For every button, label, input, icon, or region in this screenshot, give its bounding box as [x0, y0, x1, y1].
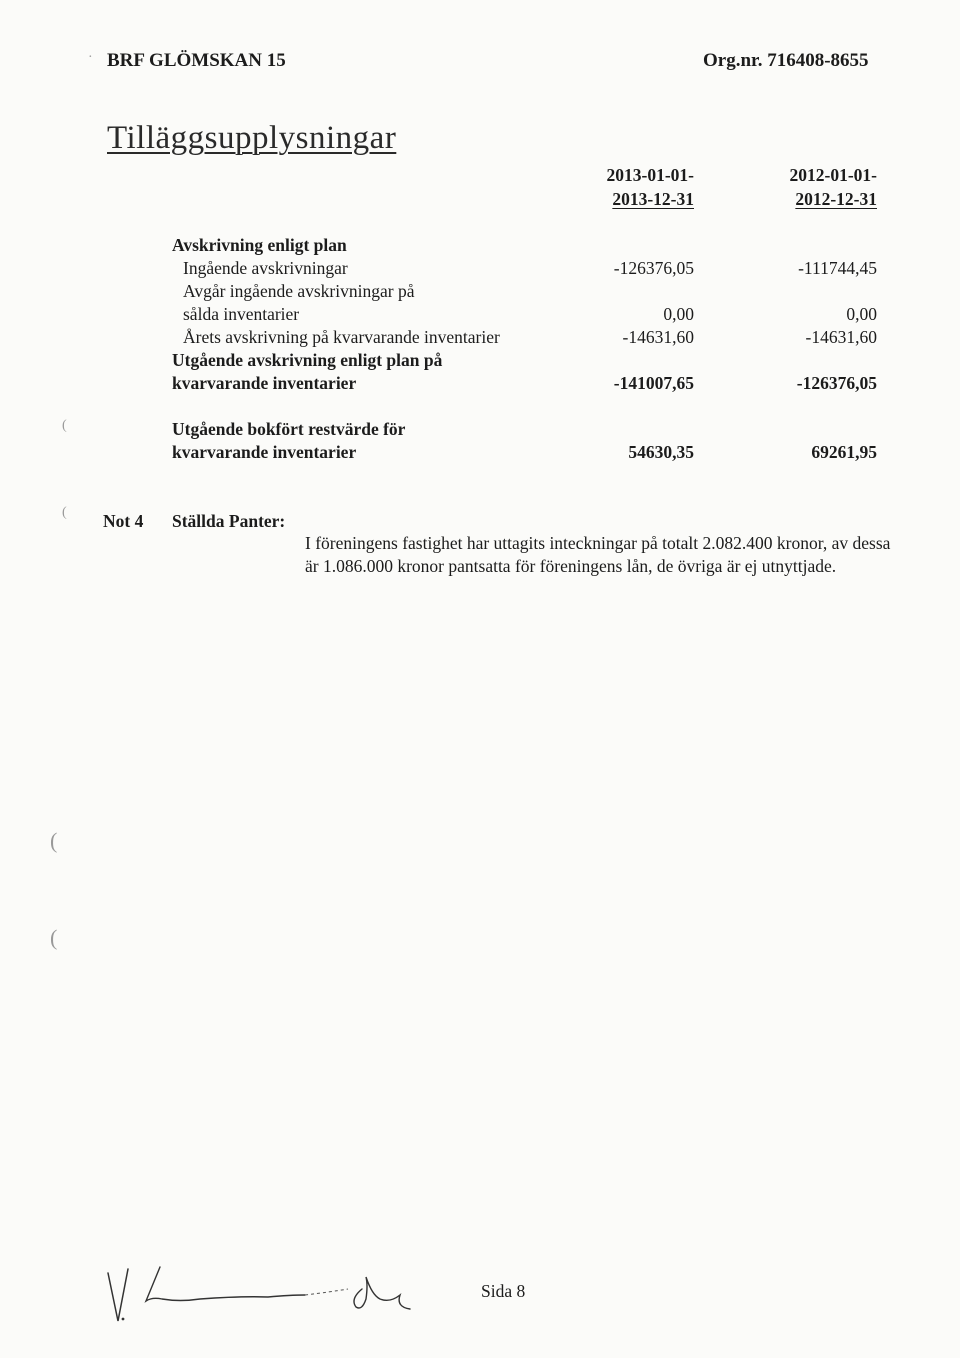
- page-number: Sida 8: [481, 1281, 526, 1301]
- row-label-sold-line2: sålda inventarier: [183, 304, 300, 324]
- note-text: I föreningens fastighet har uttagits inteckningar på totalt 2.082.400 kronor, av dessa är 1.086.000 kronor pantsatta för föreningens lån, de övriga är ej utnyttjade.: [305, 533, 891, 576]
- scan-mark: (: [62, 505, 67, 520]
- book-value-2012: 69261,95: [811, 442, 877, 462]
- row-label-opening: Ingående avskrivningar: [183, 258, 348, 278]
- association-name: BRF GLÖMSKAN 15: [107, 50, 286, 71]
- page-title: Tilläggsupplysningar: [107, 120, 397, 156]
- value-2012-opening: -111744,45: [798, 258, 877, 278]
- scan-mark: (: [50, 828, 58, 853]
- col-2012-from: 2012-01-01-: [789, 165, 877, 185]
- scan-mark: (: [62, 418, 67, 433]
- book-value-2013: 54630,35: [628, 442, 694, 462]
- value-2012-sold: 0,00: [846, 304, 877, 324]
- row-label-closing-line2: kvarvarande inventarier: [172, 373, 357, 393]
- scan-speck: ·: [88, 50, 93, 65]
- value-2012-annual: -14631,60: [805, 327, 877, 347]
- book-value-label-line2: kvarvarande inventarier: [172, 442, 357, 462]
- signature: [100, 1255, 460, 1335]
- scan-mark: (: [50, 925, 58, 950]
- col-2012-to: 2012-12-31: [795, 189, 877, 209]
- row-label-closing-line1: Utgående avskrivning enligt plan på: [172, 350, 443, 370]
- row-label-sold-line1: Avgår ingående avskrivningar på: [183, 281, 415, 301]
- col-2013-to: 2013-12-31: [612, 189, 694, 209]
- note-heading: Ställda Panter:: [172, 511, 286, 531]
- book-value-label-line1: Utgående bokfört restvärde för: [172, 419, 406, 439]
- col-2013-from: 2013-01-01-: [606, 165, 694, 185]
- org-number: 716408-8655: [767, 50, 869, 71]
- value-2013-opening: -126376,05: [613, 258, 694, 278]
- value-2013-sold: 0,00: [663, 304, 694, 324]
- value-2013-annual: -14631,60: [622, 327, 694, 347]
- value-2012-closing: -126376,05: [796, 373, 877, 393]
- note-number: Not 4: [103, 511, 144, 531]
- org-number-line: [703, 50, 869, 72]
- section-title-depreciation: Avskrivning enligt plan: [172, 235, 347, 255]
- row-label-annual: Årets avskrivning på kvarvarande inventarier: [183, 327, 500, 347]
- value-2013-closing: -141007,65: [613, 373, 694, 393]
- org-label: Org.nr.: [703, 50, 763, 71]
